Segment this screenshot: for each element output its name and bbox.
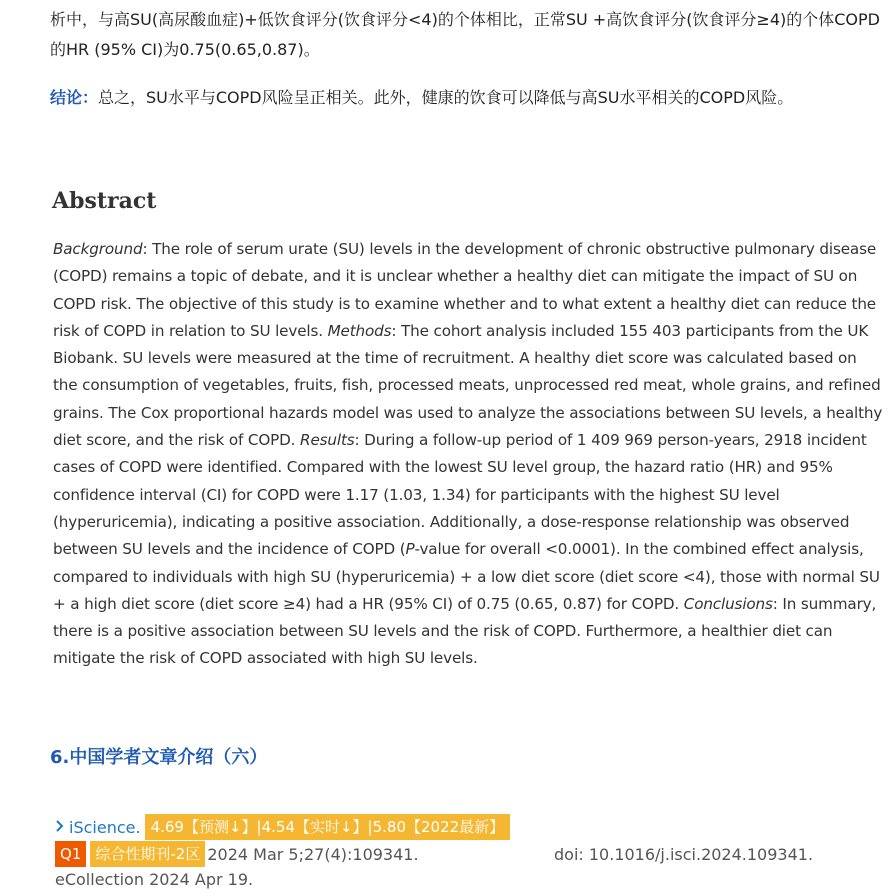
ecollection-text: eCollection 2024 Apr 19. [55,870,254,889]
section-heading: 6.中国学者文章介绍（六） [50,747,268,768]
publication-date: 2024 Mar 5;27(4):109341. [207,844,419,864]
methods-label: Methods [327,321,392,340]
conclusion-text: 总之，SU水平与COPD风险呈正相关。此外，健康的饮食可以降低与高SU水平相关的COPD风险。 [98,88,794,107]
conclusion-label: 结论： [50,88,99,107]
chinese-results-text: 析中，与高SU(高尿酸血症)+低饮食评分(饮食评分<4)的个体相比，正常SU +高饮食评分(饮食评分≥4)的个体COPD的HR (95% CI)为0.75(0.65,0.87)。 [50,10,880,59]
results-p-symbol: P [405,540,415,559]
quartile-badge: Q1 [55,841,86,867]
background-label: Background [53,240,143,258]
chinese-conclusion [50,83,880,113]
methods-text: : The cohort analysis included 155 403 participants from the UK Biobank. SU levels were measured at the time of recruitment. A healthy diet score was calculated based on the consumption of vegetables, fruits, fish, processed meats, unprocessed red meat, whole grains, and refined grains. The Cox proportional hazards model was used to analyze the associations between SU levels, a healthy diet score, and the risk of COPD. [53,321,883,450]
conclusions-label: Conclusions [683,594,773,613]
citation-line-1 [55,814,510,840]
citation-line-2 [55,841,875,867]
conclusions-text: : In summary, there is a positive association between SU levels and the risk of COPD. Furthermore, a healthier diet can mitigate the risk of COPD associated with high SU levels. [53,594,877,668]
abstract-title: Abstract [52,188,157,214]
chevron-right-icon[interactable] [55,818,64,836]
impact-factor-badge: 4.69【预测↓】|4.54【实时↓】|5.80【2022最新】 [145,814,511,840]
chinese-results-tail [50,5,880,65]
results-text-1: : During a follow-up period of 1 409 969 person-years, 2918 incident cases of COPD were identified. Compared with the lowest SU level group, the hazard ratio (HR) and 95% confidence interval (CI) for COPD were 1.17 (1.03, 1.34) for participants with the highest SU level (hyperuricemia), indicating a positive association. Additionally, a dose-response relationship was observed between SU levels and the incidence of COPD ( [53,431,867,559]
abstract-body [53,236,885,673]
results-text-2: -value for overall <0.0001). In the combined effect analysis, compared to individuals with high SU (hyperuricemia) + a low diet score (diet score <4), those with normal SU + a high diet score (diet score ≥4) had a HR (95% CI) of 0.75 (0.65, 0.87) for COPD. [53,540,880,613]
journal-link[interactable]: iScience. [69,817,141,837]
category-badge: 综合性期刊-2区 [90,841,205,867]
background-text: : The role of serum urate (SU) levels in the development of chronic obstructive pulmonary disease (COPD) remains a topic of debate, and it is unclear whether a healthy diet can mitigate the impact of SU on COPD risk. The objective of this study is to examine whether and to what extent a healthy diet can reduce the risk of COPD in relation to SU levels. [53,240,877,340]
results-label: Results [300,431,355,450]
doi-text: doi: 10.1016/j.isci.2024.109341. [554,844,814,864]
